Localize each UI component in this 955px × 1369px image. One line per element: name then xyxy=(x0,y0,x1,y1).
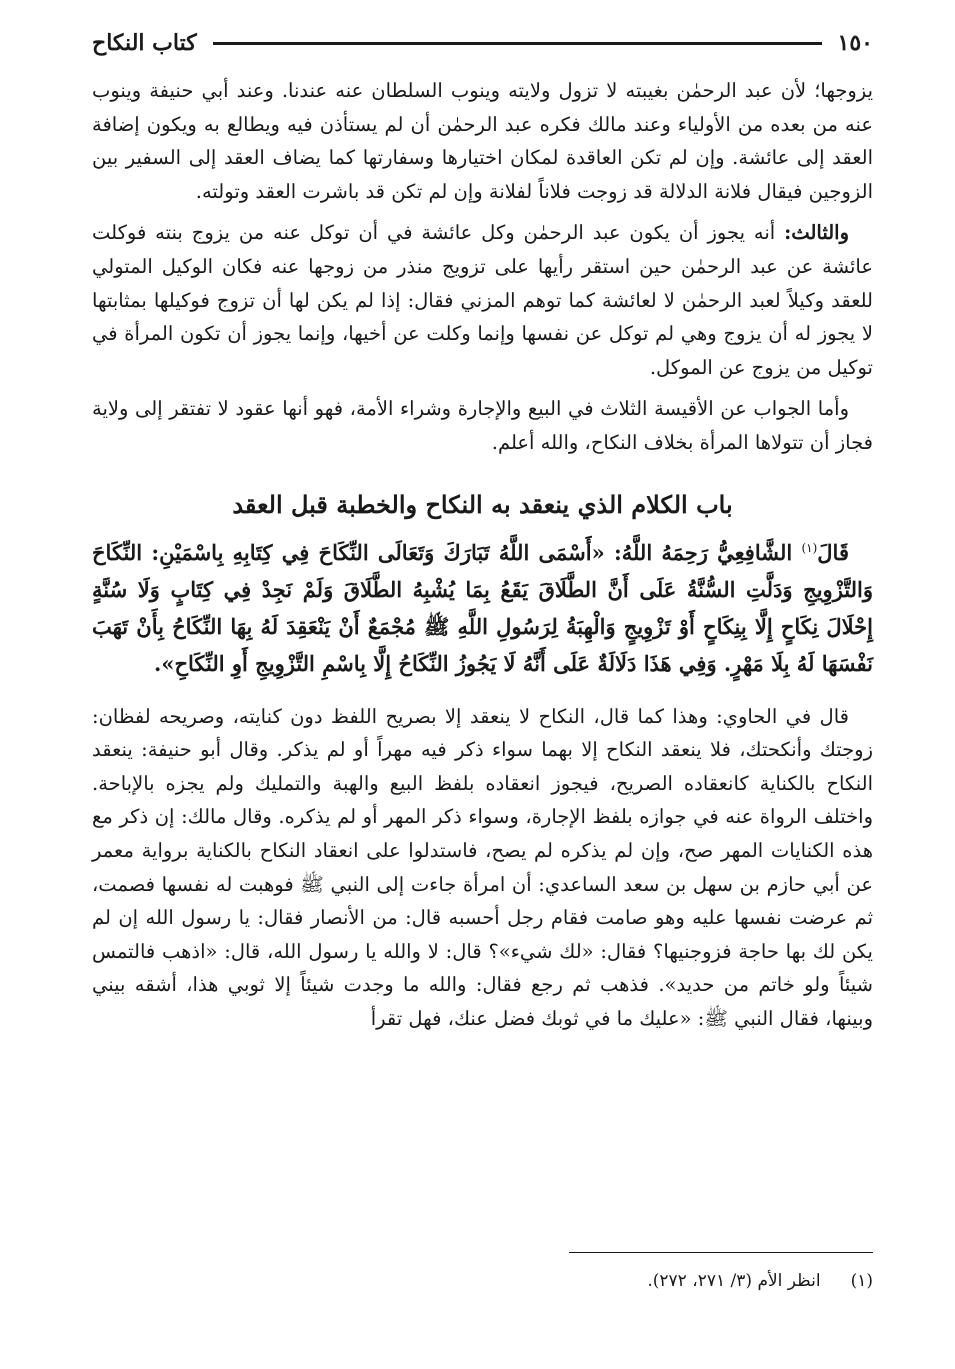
footnote xyxy=(92,1268,873,1294)
section-heading: باب الكلام الذي ينعقد به النكاح والخطبة قبل العقد xyxy=(232,489,733,519)
quote-intro: قَالَ xyxy=(817,539,849,565)
paragraph-2-body: أنه يجوز أن يكون عبد الرحمٰن وكل عائشة في أن توكل عنه من يزوج بنته فوكلت عائشة عن عبد الرحمٰن حين استقر رأيها على تزويج منذر من زوجها عنه فكان الوكيل المتولي للعقد وكيلاً لعبد الرحمٰن لا لعائشة كما توهم المزني فقال: إذا لم يكن لها أن تزوج فوكيلها بمثابتها لا يجوز له أن يزوج وهي لم توكل عن نفسها وإنما وكلت عن أخيها، وإنما يجوز أن تكون المرأة في توكيل من يزوج عن الموكل. xyxy=(92,221,873,379)
shafii-quote xyxy=(92,530,873,682)
footnote-number: (١) xyxy=(850,1271,873,1291)
book-title: كتاب النكاح xyxy=(92,30,197,56)
running-header xyxy=(92,26,873,60)
paragraph-3: وأما الجواب عن الأقيسة الثلاث في البيع والإجارة وشراء الأمة، فهو أنها عقود لا تفتقر إلى ولاية فجاز أن تتولاها المرأة بخلاف النكاح، والله أعلم. xyxy=(92,397,873,454)
page-number: ١٥٠ xyxy=(837,30,873,56)
paragraph-1: يزوجها؛ لأن عبد الرحمٰن بغيبته لا تزول ولايته وينوب السلطان عنه عندنا. وعند أبي حنيفة وينوب عنه من بعده من الأولياء وعند مالك فكره عبد الرحمٰن أن لم يستأذن فيه ويطالع به ويكون إضافة العقد إلى عائشة. وإن لم تكن العاقدة لمكان اختيارها وسفارتها كما يضاف العقد إلى السفير بين الزوجين فيقال فلانة الدلالة قد زوجت فلاناً لفلانة وإن لم تكن قد باشرت العقد وتولته. xyxy=(92,79,873,203)
paragraph-2-lead: والثالث: xyxy=(784,221,849,245)
footnote-ref[interactable]: (١) xyxy=(801,540,818,555)
footnote-text: انظر الأم (٣/ ٢٧١، ٢٧٢). xyxy=(647,1271,821,1291)
footnote-rule xyxy=(569,1252,873,1253)
header-rule xyxy=(213,42,822,45)
paragraph-2 xyxy=(92,216,873,384)
quote-text: الشَّافِعِيُّ رَحِمَهُ اللَّهُ: «أَسْمَى اللَّهُ تَبَارَكَ وَتَعَالَى النِّكَاحَ فِي كِتَابِهِ بِاسْمَيْنِ: النِّكَاحَ وَالتَّزْوِيجِ وَدَلَّتِ السُّنَّةُ عَلَى أَنَّ الطَّلَاقَ يَقَعُ بِمَا يُشْبِهُ الطَّلَاقَ وَلَمْ نَجِدْ فِي كِتَابٍ وَلَا سُنَّةٍ إِحْلَالَ نِكَاحٍ إِلَّا بِنِكَاحٍ أَوْ تَزْوِيجٍ وَالْهِبَةُ لِرَسُولِ اللَّهِ ﷺ مُجْمَعٌ أَنْ يَنْعَقِدَ لَهُ بِهَا النِّكَاحُ بِأَنْ تَهَبَ نَفْسَهَا لَهُ بِلَا مَهْرٍ. وَفِي هَذَا دَلَالَةٌ عَلَى أَنَّهُ لَا يَجُوزُ النِّكَاحُ إِلَّا بِاسْمِ التَّزْوِيجِ أَوِ النِّكَاحِ». xyxy=(92,539,873,676)
paragraph-4: قال في الحاوي: وهذا كما قال، النكاح لا ينعقد إلا بصريح اللفظ دون كنايته، وصريحه لفظان: زوجتك وأنكحتك، فلا ينعقد النكاح إلا بهما سواء ذكر فيه مهراً أو لم يذكر. وقال أبو حنيفة: ينعقد النكاح بالكناية كانعقاده الصريح، فيجوز انعقاده بلفظ البيع والهبة والتمليك ولم يجزه بالإباحة. واختلف الرواة عنه في جوازه بلفظ الإجارة، وسواء ذكر المهر أو لم يذكره. وقال مالك: إن ذكر مع هذه الكنايات المهر صح، وإن لم يذكره لم يصح، فاستدلوا على انعقاد النكاح بالكناية برواية معمر عن أبي حازم بن سهل بن سعد الساعدي: أن امرأة جاءت إلى النبي ﷺ فوهبت له نفسها فصمت، ثم عرضت نفسها عليه وهو صامت فقام رجل أحسبه قال: من الأنصار فقال: يا رسول الله إن لم يكن لك بها حاجة فزوجنيها؟ فقال: «لك شيء»؟ قال: لا والله يا رسول الله، قال: «اذهب فالتمس شيئاً ولو خاتم من حديد». فذهب ثم رجع فقال: والله ما وجدت شيئاً إلا ثوبي هذا، أشقه بيني وبينها، فقال النبي ﷺ: «عليك ما في ثوبك فضل عنك، فهل تقرأ xyxy=(92,704,873,1030)
